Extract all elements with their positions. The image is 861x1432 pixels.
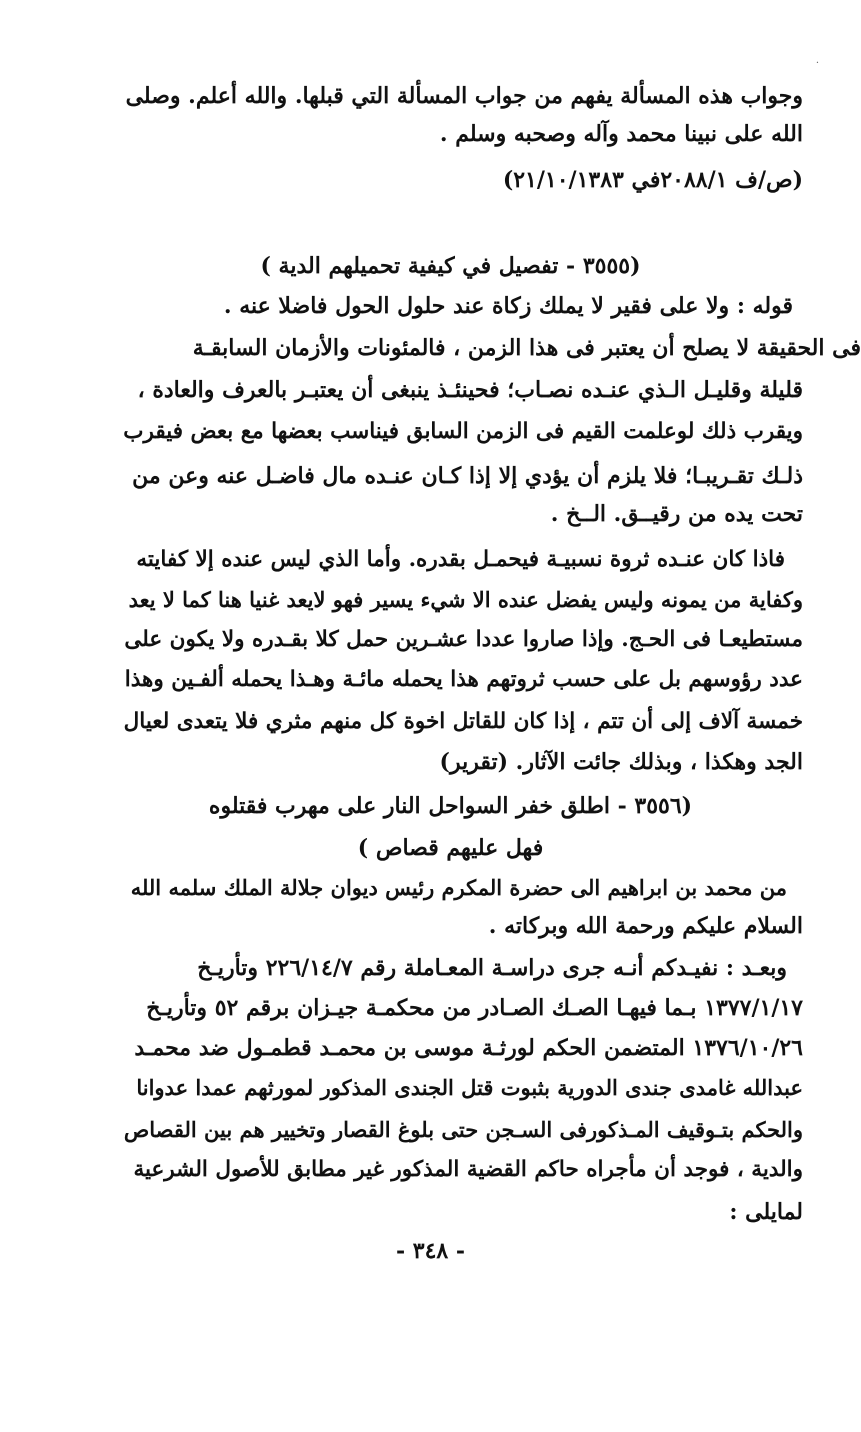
text-line: لمايلى : [729, 1199, 803, 1225]
section-heading-3556: (٣٥٥٦ - اطلق خفر السواحل النار على مهرب فقتلوه [208, 793, 693, 819]
text-line: والحكم بتـوقيف المـذكورفى السـجن حتى بلوغ القصار وتخيير هم بين القصاص [123, 1117, 803, 1142]
text-line: قليلة وقليـل الـذي عنـده نصـاب؛ فحينئـذ ينبغى أن يعتبـر بالعرف والعادة ، [137, 377, 803, 403]
text-line: قوله : ولا على فقير لا يملك زكاة عند حلول الحول فاضلا عنه . [223, 293, 793, 319]
text-line: فى الحقيقة لا يصلح أن يعتبر فى هذا الزمن ، فالمئونات والأزمان السابقـة [192, 335, 861, 361]
text-line: فاذا كان عنـده ثروة نسبيـة فيحمـل بقدره. وأما الذي ليس عنده إلا كفايته [136, 547, 785, 572]
text-line: تحت يده من رقيــق. الــخ . [550, 501, 803, 527]
text-line: والدية ، فوجد أن مأجراه حاكم القضية المذكور غير مطابق للأصول الشرعية [133, 1157, 803, 1182]
section-heading-3555: (٣٥٥٥ - تفصيل في كيفية تحميلهم الدية ) [260, 253, 641, 279]
text-line: من محمد بن ابراهيم الى حضرة المكرم رئيس ديوان جلالة الملك سلمه الله [130, 875, 787, 900]
text-line: وكفاية من يمونه وليس يفضل عنده الا شيء يسير فهو لايعد غنيا هنا كما لا يعد [128, 587, 803, 612]
text-line: الله على نبينا محمد وآله وصحبه وسلم . [439, 121, 803, 147]
text-line: عدد رؤوسهم بل على حسب ثروتهم هذا يحمله مائـة وهـذا يحمله ألفـين وهذا [124, 667, 803, 692]
text-line: ويقرب ذلك لوعلمت القيم فى الزمن السابق فيناسب بعضها مع بعض فيقرب [123, 419, 803, 444]
text-line: عبدالله غامدى جندى الدورية بثبوت قتل الجندى المذكور لمورثهم عمدا عدوانا [136, 1075, 803, 1100]
citation-line: (ص/ف ٢٠٨٨/١في ٢١/١٠/١٣٨٣) [502, 167, 803, 193]
text-line: وجواب هذه المسألة يفهم من جواب المسألة التي قبلها. والله أعلم. وصلى [125, 83, 803, 109]
page-number: - ٣٤٨ - [395, 1238, 466, 1264]
text-line: السلام عليكم ورحمة الله وبركاته . [488, 913, 803, 939]
text-line: ذلـك تقـريبـا؛ فلا يلزم أن يؤدي إلا إذا كـان عنـده مال فاضـل عنه وعن من [132, 463, 803, 489]
text-line: الجد وهكذا ، وبذلك جائت الآثار. (تقرير) [439, 749, 803, 775]
letter-text [123, 0, 803, 1432]
text-line: وبعـد : نفيـدكم أنـه جرى دراسـة المعـاملة رقم ٢٢٦/١٤/٧ وتأريـخ [197, 955, 787, 981]
scan-speck: · [815, 58, 819, 69]
section-heading-3556-cont: فهل عليهم قصاص ) [357, 835, 544, 861]
text-line: ١٣٧٦/١٠/٢٦ المتضمن الحكم لورثـة موسى بن محمـد قطمـول ضد محمـد [134, 1035, 803, 1061]
text-line: خمسة آلاف إلى أن تتم ، إذا كان للقاتل اخوة كل منهم مثري فلا يتعدى لعيال [123, 709, 803, 734]
text-line: مستطيعـا فى الحـج. وإذا صاروا عددا عشـرين حمل كلا بقـدره ولا يكون على [124, 627, 803, 652]
text-line: ١٣٧٧/١/١٧ بـما فيهـا الصـك الصـادر من محكمـة جيـزان برقم ٥٢ وتأريـخ [146, 995, 803, 1021]
